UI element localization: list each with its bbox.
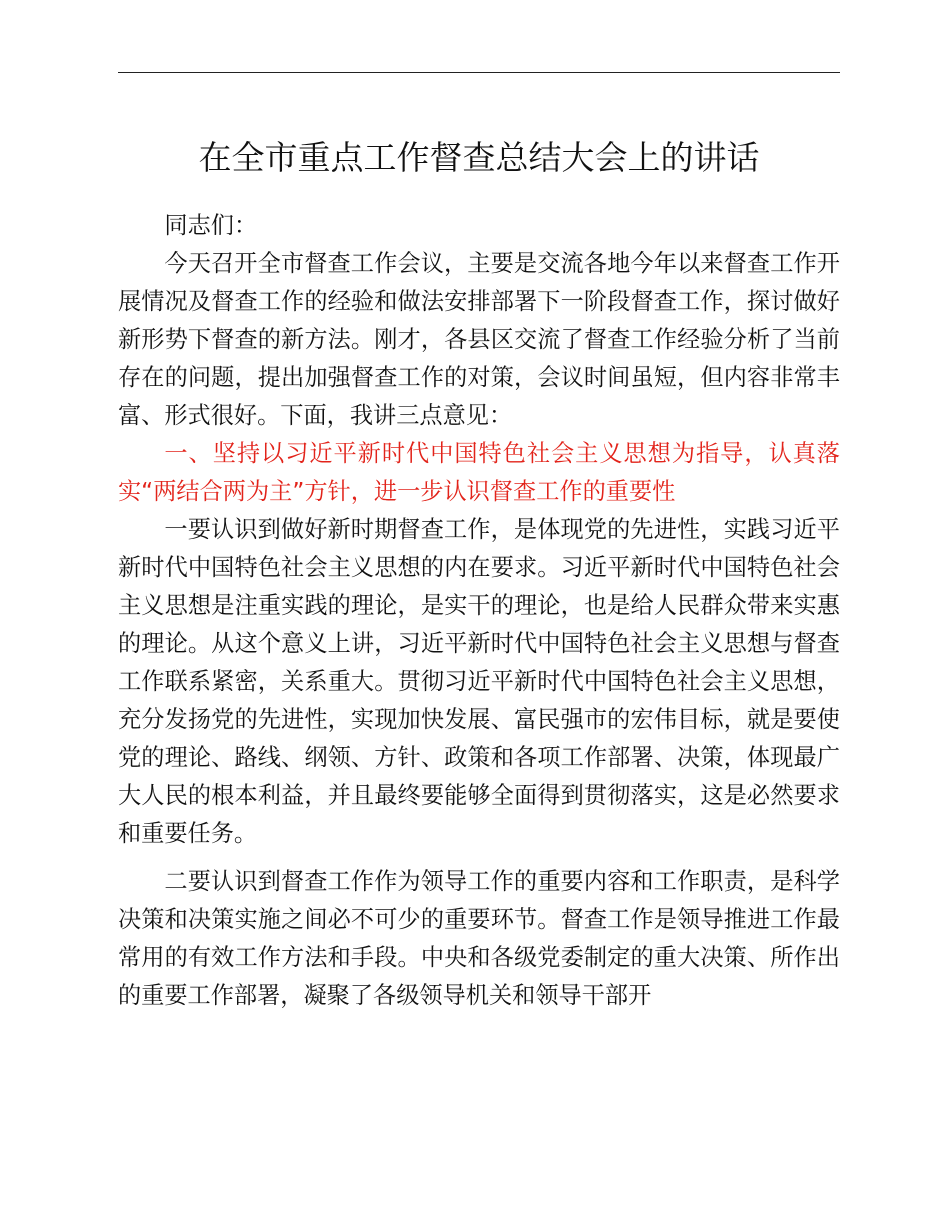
page-title: 在全市重点工作督查总结大会上的讲话 <box>198 138 760 177</box>
paragraph-spacer <box>118 853 840 863</box>
salutation: 同志们： <box>164 212 258 239</box>
intro-paragraph: 今天召开全市督查工作会议，主要是交流各地今年以来督查工作开展情况及督查工作的经验和做法安排部署下一阶段督查工作，探讨做好新形势下督查的新方法。刚才，各县区交流了督查工作经验分析了当前存在的问题，提出加强督查工作的对策，会议时间虽短，但内容非常丰富、形式很好。下面，我讲三点意见： <box>118 250 840 429</box>
document-body <box>118 207 840 1015</box>
header-rule <box>118 72 840 73</box>
body-paragraph-2: 二要认识到督查工作作为领导工作的重要内容和工作职责，是科学决策和决策实施之间必不可少的重要环节。督查工作是领导推进工作最常用的有效工作方法和手段。中央和各级党委制定的重大决策、所作出的重要工作部署，凝聚了各级领导机关和领导干部开 <box>118 868 840 1009</box>
body-paragraph-1: 一要认识到做好新时期督查工作，是体现党的先进性，实践习近平新时代中国特色社会主义思想的内在要求。习近平新时代中国特色社会主义思想是注重实践的理论，是实干的理论，也是给人民群众带来实惠的理论。从这个意义上讲，习近平新时代中国特色社会主义思想与督查工作联系紧密，关系重大。贯彻习近平新时代中国特色社会主义思想，充分发扬党的先进性，实现加快发展、富民强市的宏伟目标，就是要使党的理论、路线、纲领、方针、政策和各项工作部署、决策，体现最广大人民的根本利益，并且最终要能够全面得到贯彻落实，这是必然要求和重要任务。 <box>118 516 840 847</box>
section-heading-1: 一、坚持以习近平新时代中国特色社会主义思想为指导，认真落实“两结合两为主”方针，进一步认识督查工作的重要性 <box>118 440 840 505</box>
